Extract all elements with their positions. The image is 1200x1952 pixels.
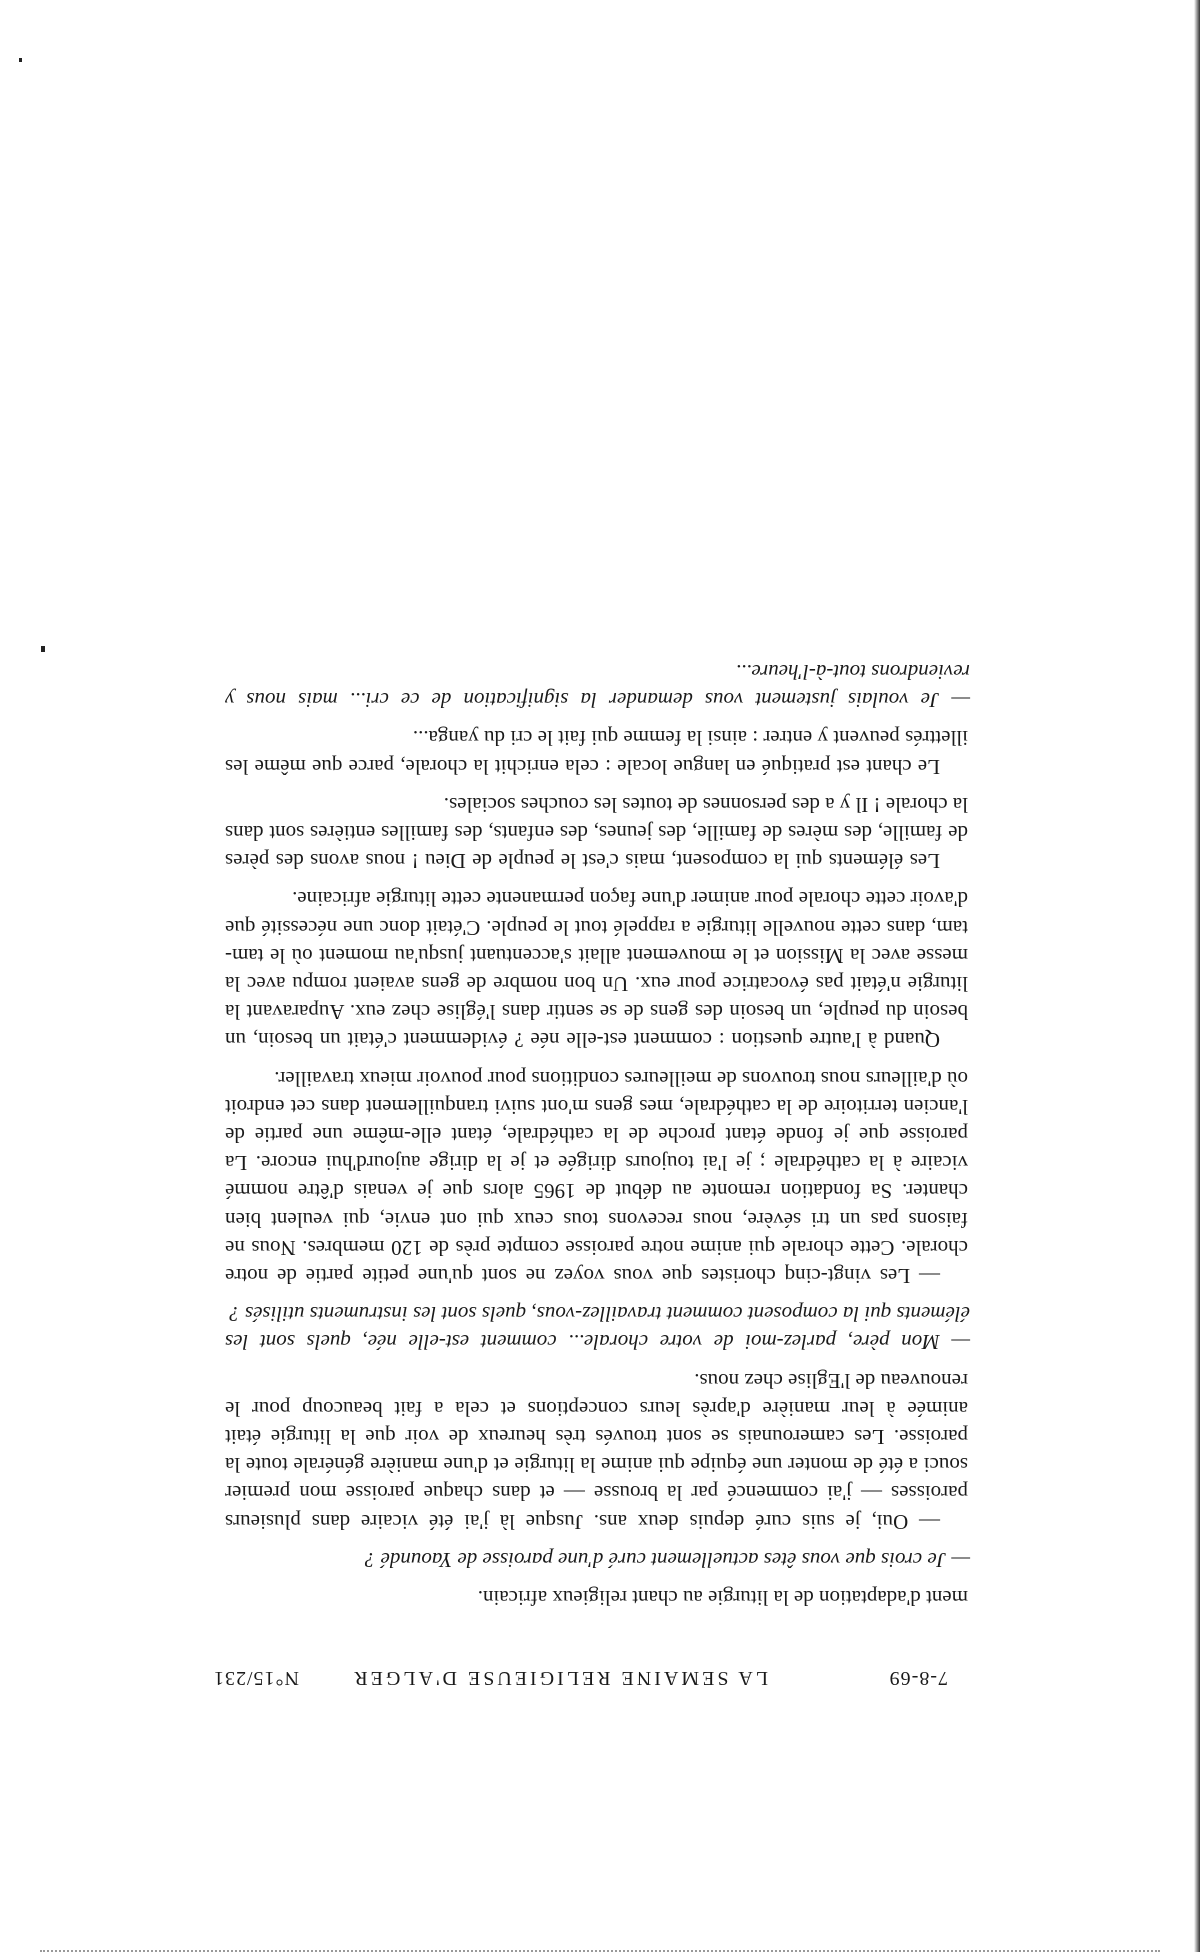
answer: — Oui, je suis curé depuis deux ans. Jusque là j'ai été vicaire dans plusieurs paroisses — j'ai commencé par la brousse — et dans chaque paroisse mon premier souci a été de monter une équipe qui anime la liturgie et d'une manière générale toute la paroisse. Les camerounais se sont trouvés très heureux de voir que la liturgie était animée à leur manière d'après leurs conceptions et cela a fait beaucoup pour le renouveau de l'Eglise chez nous. [225,1368,968,1534]
answer: Quand à l'autre question : comment est-elle née ? évidemment c'était un besoin, un besoin du peuple, un besoin des gens de se sentir dans l'église chez eux. Auparavant la liturgie n'était pas évocatrice pour eux. Un bon nombre de gens avaient rompu avec la messe avec la Mission et le mouvement allait s'accentuant jusqu'au moment où le tam-tam, dans cette nouvelle liturgie a rappelé tout le peuple. C'était donc une nécessité que d'avoir cette chorale pour animer d'une façon permanente cette liturgie africaine. [225,887,968,1053]
question: — Mon père, parlez-moi de votre chorale... comment est-elle née, quels sont les éléments qui la composent comment travaillez-vous, quels sont les instruments utilisés ? [225,1302,970,1355]
question: — Je crois que vous êtes actuellement curé d'une paroisse de Yaoundé ? [364,1547,970,1572]
ink-speck [19,58,22,62]
scan-edge-dots [40,1947,1160,1952]
page-header [213,1655,948,1689]
answer: Le chant est pratiqué en langue locale : cela enrichit la chorale, parce que même les illettrés peuvent y entrer : ainsi la femme qui fait le cri du yanga... [225,726,968,779]
scan-edge-shadow [1194,0,1200,1952]
question: — Je voulais justement vous demander la signification de ce cri... mais nous y reviendrons tout-à-l'heure... [225,659,970,713]
header-number: N°15/231 [213,1667,299,1689]
header-date: 7-8-69 [888,1667,948,1689]
article-body [225,648,968,1612]
paragraph: ment d'adaptation de la liturgie au chant religieux africain. [477,1586,968,1610]
header-publication: LA SEMAINE RELIGIEUSE D'ALGER [351,1667,768,1689]
answer: Les éléments qui la composent, mais c'est le peuple de Dieu ! nous avons des pères de famille, des mères de famille, des jeunes, des enfants, des familles entières sont dans la chorale ! Il y a des personnes de toutes les couches sociales. [225,792,968,874]
ink-speck [41,646,45,652]
answer: — Les vingt-cinq choristes que vous voyez ne sont qu'une petite partie de notre chorale. Cette chorale qui anime notre paroisse compte près de 120 membres. Nous ne faisons pas un tri sévère, nous recevons tous ceux qui ont envie, qui veulent bien chanter. Sa fondation remonte au début de 1965 alors que je venais d'être nommé vicaire à la cathédrale ; je l'ai toujours dirigée et je la dirige aujourd'hui encore. La paroisse que je fonde étant proche de la cathédrale, étant elle-même une partie de l'ancien territoire de la cathédrale, mes gens m'ont suivi tranquillement dans cet endroit où d'ailleurs nous trouvons de meilleures conditions pour pouvoir mieux travailler. [225,1066,968,1288]
